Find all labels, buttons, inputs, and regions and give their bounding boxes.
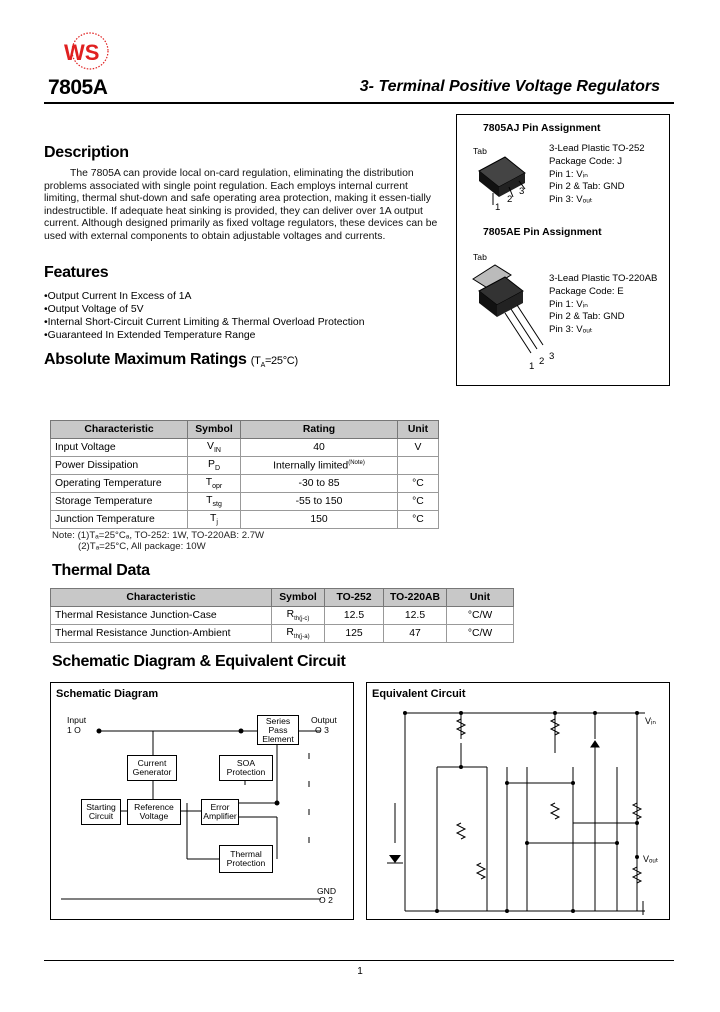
reference-voltage-block: Reference Voltage bbox=[127, 799, 181, 825]
equivalent-circuit-drawing bbox=[367, 683, 669, 919]
equivalent-box-title: Equivalent Circuit bbox=[372, 688, 466, 700]
company-logo bbox=[52, 30, 122, 76]
features-heading: Features bbox=[44, 264, 109, 281]
feature-item: • Output Current In Excess of 1A bbox=[44, 290, 365, 303]
aj-pin-title: 7805AJ Pin Assignment bbox=[483, 123, 601, 134]
schematic-heading: Schematic Diagram & Equivalent Circuit bbox=[52, 653, 346, 670]
vin-label: Vᵢₙ bbox=[645, 716, 657, 726]
table-row: Junction Temperature $T_j$ 150 °C bbox=[51, 511, 439, 529]
col-header: Rating bbox=[241, 421, 398, 439]
schematic-box-title: Schematic Diagram bbox=[56, 688, 159, 700]
table-row: Storage Temperature $T_{stg}$ -55 to 150 °C bbox=[51, 493, 439, 511]
col-header: Unit bbox=[398, 421, 439, 439]
logo-text: WS bbox=[64, 40, 100, 65]
gnd-pin: O 2 bbox=[319, 895, 333, 905]
output-label: Output bbox=[311, 715, 337, 725]
soa-protection-block: SOA Protection bbox=[219, 755, 273, 781]
output-pin: O 3 bbox=[315, 725, 329, 735]
ae-pin-title: 7805AE Pin Assignment bbox=[483, 227, 602, 238]
page-number: 1 bbox=[357, 966, 363, 977]
aj-pin-1: 1 bbox=[495, 202, 501, 213]
series-pass-block: Series Pass Element bbox=[257, 715, 299, 745]
abs-max-heading: Absolute Maximum Ratings $(T_A=25^\circ C)$ bbox=[44, 351, 298, 370]
gnd-label: GND bbox=[317, 886, 337, 896]
features-list bbox=[44, 290, 365, 342]
col-header: Symbol bbox=[188, 421, 241, 439]
feature-item: • Internal Short-Circuit Current Limiting & Thermal Overload Protection bbox=[44, 316, 365, 329]
input-label: Input bbox=[67, 715, 87, 725]
ae-pin-1: 1 bbox=[529, 361, 535, 372]
header-rule bbox=[44, 102, 674, 104]
ae-tab-label: Tab bbox=[473, 252, 487, 262]
table-row: Power Dissipation $P_D$ Internally limited$^{(Note)}$ bbox=[51, 457, 439, 475]
pin-assignment-box bbox=[456, 114, 670, 386]
description-heading: Description bbox=[44, 144, 129, 161]
document-title: 3- Terminal Positive Voltage Regulators bbox=[359, 78, 660, 95]
aj-pin-details: 3-Lead Plastic TO-252 Package Code: J Pin 1: Vᵢₙ Pin 2 & Tab: GND Pin 3: Vₒᵤₜ bbox=[549, 143, 645, 206]
thermal-protection-block: Thermal Protection bbox=[219, 845, 273, 873]
table-header-row bbox=[51, 421, 439, 439]
aj-tab-label: Tab bbox=[473, 146, 487, 156]
schematic-diagram-box bbox=[50, 682, 354, 920]
input-pin: 1 O bbox=[67, 725, 81, 735]
aj-pin-2: 2 bbox=[507, 194, 513, 205]
table-row: Thermal Resistance Junction-Case $R_{th(j-c)}$ 12.5 12.5 °C/W bbox=[51, 607, 514, 625]
footer-rule bbox=[44, 960, 674, 961]
ae-pin-3: 3 bbox=[549, 351, 555, 362]
vout-label: Vₒᵤₜ bbox=[643, 854, 659, 864]
ae-pin-2: 2 bbox=[539, 356, 545, 367]
table-row: Thermal Resistance Junction-Ambient $R_{th(j-a)}$ 125 47 °C/W bbox=[51, 625, 514, 643]
feature-item: • Output Voltage of 5V bbox=[44, 303, 365, 316]
aj-pin-3: 3 bbox=[519, 186, 525, 197]
abs-max-table bbox=[50, 420, 439, 529]
starting-circuit-block: Starting Circuit bbox=[81, 799, 121, 825]
to220-package-icon bbox=[465, 257, 557, 367]
table-row: Input Voltage $V_{IN}$ 40 V bbox=[51, 439, 439, 457]
equivalent-circuit-box bbox=[366, 682, 670, 920]
thermal-table bbox=[50, 588, 514, 643]
feature-item: • Guaranteed In Extended Temperature Range bbox=[44, 329, 365, 342]
current-generator-block: Current Generator bbox=[127, 755, 177, 781]
abs-max-condition: $(T_A=25^\circ C)$ bbox=[250, 355, 298, 370]
description-body: The 7805A can provide local on-card regulation, eliminating the distribution problems associated with single point regulation. Each employs internal current limiting, thermal shut-down and safe operating area protection, making it essen-tially indestructible. If adequate heat sinking is provided, they can deliver over 1A output current. Although designed primarily as fixed voltage regulators, these devices can be used with external components to obtain adjustable voltages and currents. bbox=[44, 168, 438, 242]
table-row: Operating Temperature $T_{opr}$ -30 to 85 °C bbox=[51, 475, 439, 493]
thermal-heading: Thermal Data bbox=[52, 562, 150, 579]
error-amplifier-block: Error Amplifier bbox=[201, 799, 239, 825]
col-header: Characteristic bbox=[51, 421, 188, 439]
ae-pin-details: 3-Lead Plastic TO-220AB Package Code: E Pin 1: Vᵢₙ Pin 2 & Tab: GND Pin 3: Vₒᵤₜ bbox=[549, 273, 658, 336]
table-header-row: Characteristic Symbol TO-252 TO-220AB Unit bbox=[51, 589, 514, 607]
ratings-note: Note: (1)Tₐ=25°Cₐ, TO-252: 1W, TO-220AB: 2.7W (2)Tₐ=25°C, All package: 10W bbox=[52, 530, 265, 552]
part-number: 7805A bbox=[48, 76, 108, 99]
